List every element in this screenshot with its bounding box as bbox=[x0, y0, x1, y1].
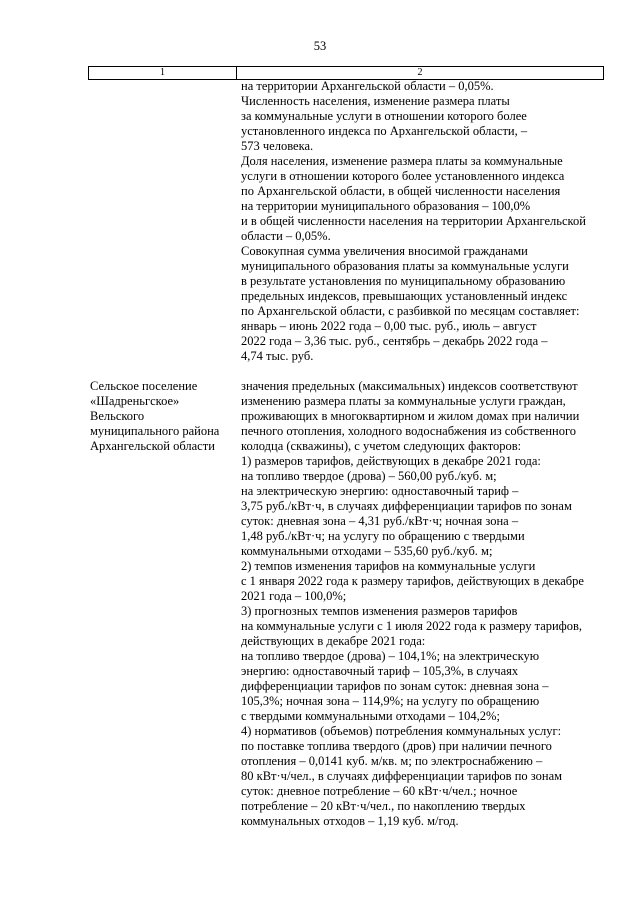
text-line: услуги в отношении которого более установленного индекса bbox=[241, 169, 565, 183]
text-line: по Архангельской области, в общей численности населения bbox=[241, 184, 561, 198]
table-column-header bbox=[88, 66, 604, 80]
text-line: с твердыми коммунальными отходами – 104,2%; bbox=[241, 709, 500, 723]
text-line: Доля населения, изменение размера платы за коммунальные bbox=[241, 154, 563, 168]
text-line: на территории муниципального образования – 100,0% bbox=[241, 199, 531, 213]
text-line: Вельского bbox=[90, 409, 145, 423]
text-line: установленного индекса по Архангельской области, – bbox=[241, 124, 528, 138]
text-line: и в общей численности населения на территории Архангельской bbox=[241, 214, 586, 228]
text-line: за коммунальные услуги в отношении которого более bbox=[241, 109, 527, 123]
text-line: Архангельской области bbox=[90, 439, 215, 453]
page-number: 53 bbox=[313, 39, 327, 53]
text-line: 3) прогнозных темпов изменения размеров тарифов bbox=[241, 604, 518, 618]
text-line: «Шадреньгское» bbox=[90, 394, 180, 408]
text-line: колодца (скважины), с учетом следующих факторов: bbox=[241, 439, 522, 453]
text-line: Численность населения, изменение размера платы bbox=[241, 94, 510, 108]
text-line: 1,48 руб./кВт·ч; на услугу по обращению с твердыми bbox=[241, 529, 525, 543]
text-line: области – 0,05%. bbox=[241, 229, 331, 243]
text-line: 80 кВт·ч/чел., в случаях дифференциации тарифов по зонам bbox=[241, 769, 563, 783]
text-line: на территории Архангельской области – 0,05%. bbox=[241, 79, 494, 93]
text-line: 4,74 тыс. руб. bbox=[241, 349, 314, 363]
column-header-1: 1 bbox=[89, 67, 237, 79]
text-line: с 1 января 2022 года к размеру тарифов, действующих в декабре bbox=[241, 574, 584, 588]
text-line: 105,3%; ночная зона – 114,9%; на услугу по обращению bbox=[241, 694, 540, 708]
text-line: коммунальных отходов – 1,19 куб. м/год. bbox=[241, 814, 459, 828]
column-header-2: 2 bbox=[417, 67, 423, 78]
text-line: 2022 года – 3,36 тыс. руб., сентябрь – декабрь 2022 года – bbox=[241, 334, 548, 348]
text-line: печного отопления, холодного водоснабжения из собственного bbox=[241, 424, 577, 438]
text-line: на топливо твердое (дрова) – 560,00 руб./куб. м; bbox=[241, 469, 497, 483]
text-line: потребление – 20 кВт·ч/чел., по накоплению твердых bbox=[241, 799, 526, 813]
text-line: на электрическую энергию: одноставочный тариф – bbox=[241, 484, 519, 498]
text-line: изменению размера платы за коммунальные услуги граждан, bbox=[241, 394, 566, 408]
text-line: значения предельных (максимальных) индексов соответствуют bbox=[241, 379, 578, 393]
text-line: Сельское поселение bbox=[90, 379, 198, 393]
text-line: 2) темпов изменения тарифов на коммунальные услуги bbox=[241, 559, 536, 573]
text-line: 3,75 руб./кВт·ч, в случаях дифференциации тарифов по зонам bbox=[241, 499, 572, 513]
text-line: на коммунальные услуги с 1 июля 2022 года к размеру тарифов, bbox=[241, 619, 583, 633]
text-line: муниципального образования платы за коммунальные услуги bbox=[241, 259, 569, 273]
text-line: энергию: одноставочный тариф – 105,3%, в случаях bbox=[241, 664, 519, 678]
text-line: 1) размеров тарифов, действующих в декабре 2021 года: bbox=[241, 454, 541, 468]
text-line: отопления – 0,0141 куб. м/кв. м; по электроснабжению – bbox=[241, 754, 543, 768]
text-line: 4) нормативов (объемов) потребления коммунальных услуг: bbox=[241, 724, 562, 738]
text-line: коммунальными отходами – 535,60 руб./куб. м; bbox=[241, 544, 493, 558]
text-line: январь – июнь 2022 года – 0,00 тыс. руб., июль – август bbox=[241, 319, 537, 333]
text-line: муниципального района bbox=[90, 424, 220, 438]
index-description-block bbox=[241, 379, 601, 829]
text-line: по поставке топлива твердого (дров) при наличии печного bbox=[241, 739, 552, 753]
text-line: предельных индексов, превышающих установленный индекс bbox=[241, 289, 568, 303]
text-line: на топливо твердое (дрова) – 104,1%; на электрическую bbox=[241, 649, 540, 663]
text-line: суток: дневная зона – 4,31 руб./кВт·ч; ночная зона – bbox=[241, 514, 519, 528]
text-line: 573 человека. bbox=[241, 139, 314, 153]
text-line: дифференциации тарифов по зонам суток: дневная зона – bbox=[241, 679, 549, 693]
text-line: по Архангельской области, с разбивкой по месяцам составляет: bbox=[241, 304, 580, 318]
text-line: действующих в декабре 2021 года: bbox=[241, 634, 426, 648]
text-line: суток: дневное потребление – 60 кВт·ч/чел.; ночное bbox=[241, 784, 518, 798]
municipality-name bbox=[90, 379, 235, 454]
text-line: Совокупная сумма увеличения вносимой гражданами bbox=[241, 244, 528, 258]
text-line: в результате установления по муниципальному образованию bbox=[241, 274, 566, 288]
text-line: проживающих в многоквартирном и жилом домах при наличии bbox=[241, 409, 580, 423]
continuation-text-block bbox=[241, 79, 601, 364]
text-line: 2021 года – 100,0%; bbox=[241, 589, 347, 603]
